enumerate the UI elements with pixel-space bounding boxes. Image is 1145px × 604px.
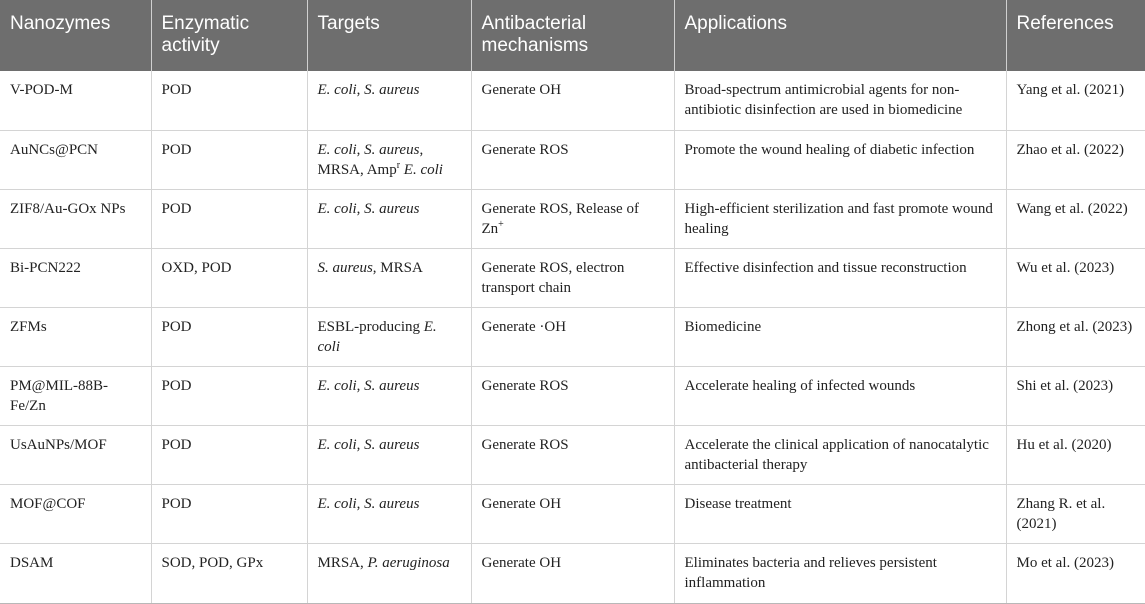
table-row bbox=[0, 425, 1145, 484]
cell-targets-segment: ESBL-producing bbox=[317, 318, 424, 335]
cell-enzymatic-activity: SOD, POD, GPx bbox=[151, 543, 307, 603]
cell-targets-segment: E. coli bbox=[317, 200, 357, 217]
cell-nanozyme: V-POD-M bbox=[0, 71, 151, 130]
header-nanozymes: Nanozymes bbox=[0, 0, 151, 71]
cell-targets-segment: , bbox=[356, 436, 365, 453]
cell-application: Disease treatment bbox=[674, 484, 1006, 543]
cell-targets-segment: S. aureus bbox=[364, 495, 420, 512]
table-row bbox=[0, 543, 1145, 603]
cell-reference: Wu et al. (2023) bbox=[1006, 248, 1145, 307]
cell-mechanism-segment: + bbox=[498, 218, 504, 230]
cell-targets-segment: r bbox=[396, 159, 401, 171]
cell-enzymatic-activity: POD bbox=[151, 130, 307, 189]
cell-nanozyme: UsAuNPs/MOF bbox=[0, 425, 151, 484]
cell-targets-segment: E. coli bbox=[317, 141, 357, 158]
cell-mechanism bbox=[471, 484, 674, 543]
cell-targets-segment: , MRSA bbox=[372, 259, 423, 276]
header-targets: Targets bbox=[307, 0, 471, 71]
cell-enzymatic-activity: POD bbox=[151, 425, 307, 484]
header-antibacterial-mechanisms: Antibacterial mechanisms bbox=[471, 0, 674, 71]
cell-targets bbox=[307, 425, 471, 484]
cell-mechanism bbox=[471, 425, 674, 484]
cell-mechanism-segment: Generate ROS, electron transport chain bbox=[481, 259, 625, 296]
cell-mechanism-segment: Generate OH bbox=[481, 554, 562, 571]
cell-application: Effective disinfection and tissue reconstruction bbox=[674, 248, 1006, 307]
cell-enzymatic-activity: POD bbox=[151, 366, 307, 425]
cell-mechanism-segment: Generate OH bbox=[481, 82, 562, 98]
cell-reference: Shi et al. (2023) bbox=[1006, 366, 1145, 425]
cell-enzymatic-activity: POD bbox=[151, 189, 307, 248]
cell-targets bbox=[307, 307, 471, 366]
cell-nanozyme: DSAM bbox=[0, 543, 151, 603]
cell-targets-segment: E. coli bbox=[317, 82, 357, 98]
table-row bbox=[0, 71, 1145, 130]
cell-reference: Zhong et al. (2023) bbox=[1006, 307, 1145, 366]
cell-mechanism bbox=[471, 307, 674, 366]
cell-enzymatic-activity: OXD, POD bbox=[151, 248, 307, 307]
cell-reference: Yang et al. (2021) bbox=[1006, 71, 1145, 130]
cell-mechanism bbox=[471, 130, 674, 189]
cell-targets-segment: S. aureus bbox=[364, 82, 420, 98]
cell-application: Biomedicine bbox=[674, 307, 1006, 366]
cell-targets-segment: , bbox=[356, 495, 365, 512]
cell-targets-segment: , bbox=[356, 82, 365, 98]
cell-targets-segment: S. aureus bbox=[364, 200, 420, 217]
cell-targets-segment: E. coli bbox=[317, 495, 357, 512]
table-row bbox=[0, 484, 1145, 543]
cell-reference: Zhang R. et al. (2021) bbox=[1006, 484, 1145, 543]
cell-application: High-efficient sterilization and fast promote wound healing bbox=[674, 189, 1006, 248]
cell-targets-segment: E. coli bbox=[317, 318, 437, 355]
cell-reference: Mo et al. (2023) bbox=[1006, 543, 1145, 603]
cell-targets-segment: E. coli bbox=[317, 377, 357, 394]
table-body bbox=[0, 71, 1145, 603]
cell-application: Accelerate the clinical application of nanocatalytic antibacterial therapy bbox=[674, 425, 1006, 484]
cell-enzymatic-activity: POD bbox=[151, 71, 307, 130]
cell-targets-segment: , MRSA, Amp bbox=[317, 141, 424, 178]
table-row bbox=[0, 189, 1145, 248]
cell-mechanism bbox=[471, 71, 674, 130]
table-row bbox=[0, 307, 1145, 366]
cell-mechanism-segment: Generate OH bbox=[481, 495, 562, 512]
cell-enzymatic-activity: POD bbox=[151, 484, 307, 543]
cell-targets bbox=[307, 366, 471, 425]
table-header-row bbox=[0, 0, 1145, 71]
cell-reference: Hu et al. (2020) bbox=[1006, 425, 1145, 484]
cell-nanozyme: Bi-PCN222 bbox=[0, 248, 151, 307]
cell-mechanism bbox=[471, 248, 674, 307]
cell-mechanism bbox=[471, 189, 674, 248]
cell-mechanism-segment: Generate ROS bbox=[481, 141, 569, 158]
cell-targets-segment: E. coli bbox=[317, 436, 357, 453]
table-row bbox=[0, 130, 1145, 189]
cell-application: Eliminates bacteria and relieves persistent inflammation bbox=[674, 543, 1006, 603]
cell-nanozyme: PM@MIL-88B-Fe/Zn bbox=[0, 366, 151, 425]
cell-mechanism-segment: Generate ·OH bbox=[481, 318, 567, 335]
cell-targets-segment: MRSA, bbox=[317, 554, 368, 571]
cell-targets-segment: S. aureus bbox=[364, 377, 420, 394]
cell-mechanism bbox=[471, 366, 674, 425]
cell-mechanism-segment: Generate ROS, Release of Zn bbox=[481, 200, 639, 237]
table-row bbox=[0, 248, 1145, 307]
cell-targets-segment: S. aureus bbox=[364, 141, 420, 158]
cell-nanozyme: MOF@COF bbox=[0, 484, 151, 543]
cell-mechanism-segment: Generate ROS bbox=[481, 377, 569, 394]
cell-targets-segment: S. aureus bbox=[364, 436, 420, 453]
cell-targets-segment: E. coli bbox=[403, 161, 443, 178]
cell-application: Promote the wound healing of diabetic infection bbox=[674, 130, 1006, 189]
header-enzymatic-activity: Enzymatic activity bbox=[151, 0, 307, 71]
cell-targets-segment: , bbox=[356, 200, 365, 217]
cell-targets-segment: P. aeruginosa bbox=[367, 554, 450, 571]
cell-targets bbox=[307, 71, 471, 130]
cell-targets bbox=[307, 130, 471, 189]
cell-targets-segment: , bbox=[356, 141, 365, 158]
header-references: References bbox=[1016, 13, 1114, 34]
cell-targets bbox=[307, 543, 471, 603]
cell-reference: Zhao et al. (2022) bbox=[1006, 130, 1145, 189]
cell-mechanism-segment: Generate ROS bbox=[481, 436, 569, 453]
cell-targets bbox=[307, 484, 471, 543]
cell-targets-segment: S. aureus bbox=[317, 259, 373, 276]
cell-mechanism bbox=[471, 543, 674, 603]
cell-nanozyme: AuNCs@PCN bbox=[0, 130, 151, 189]
cell-reference: Wang et al. (2022) bbox=[1006, 189, 1145, 248]
cell-enzymatic-activity: POD bbox=[151, 307, 307, 366]
cell-targets-segment: , bbox=[356, 377, 365, 394]
cell-targets bbox=[307, 189, 471, 248]
cell-nanozyme: ZIF8/Au-GOx NPs bbox=[0, 189, 151, 248]
cell-application: Broad-spectrum antimicrobial agents for non-antibiotic disinfection are used in biomedicine bbox=[674, 71, 1006, 130]
cell-nanozyme: ZFMs bbox=[0, 307, 151, 366]
cell-application: Accelerate healing of infected wounds bbox=[674, 366, 1006, 425]
header-applications: Applications bbox=[674, 0, 1006, 71]
table-row bbox=[0, 366, 1145, 425]
cell-targets bbox=[307, 248, 471, 307]
